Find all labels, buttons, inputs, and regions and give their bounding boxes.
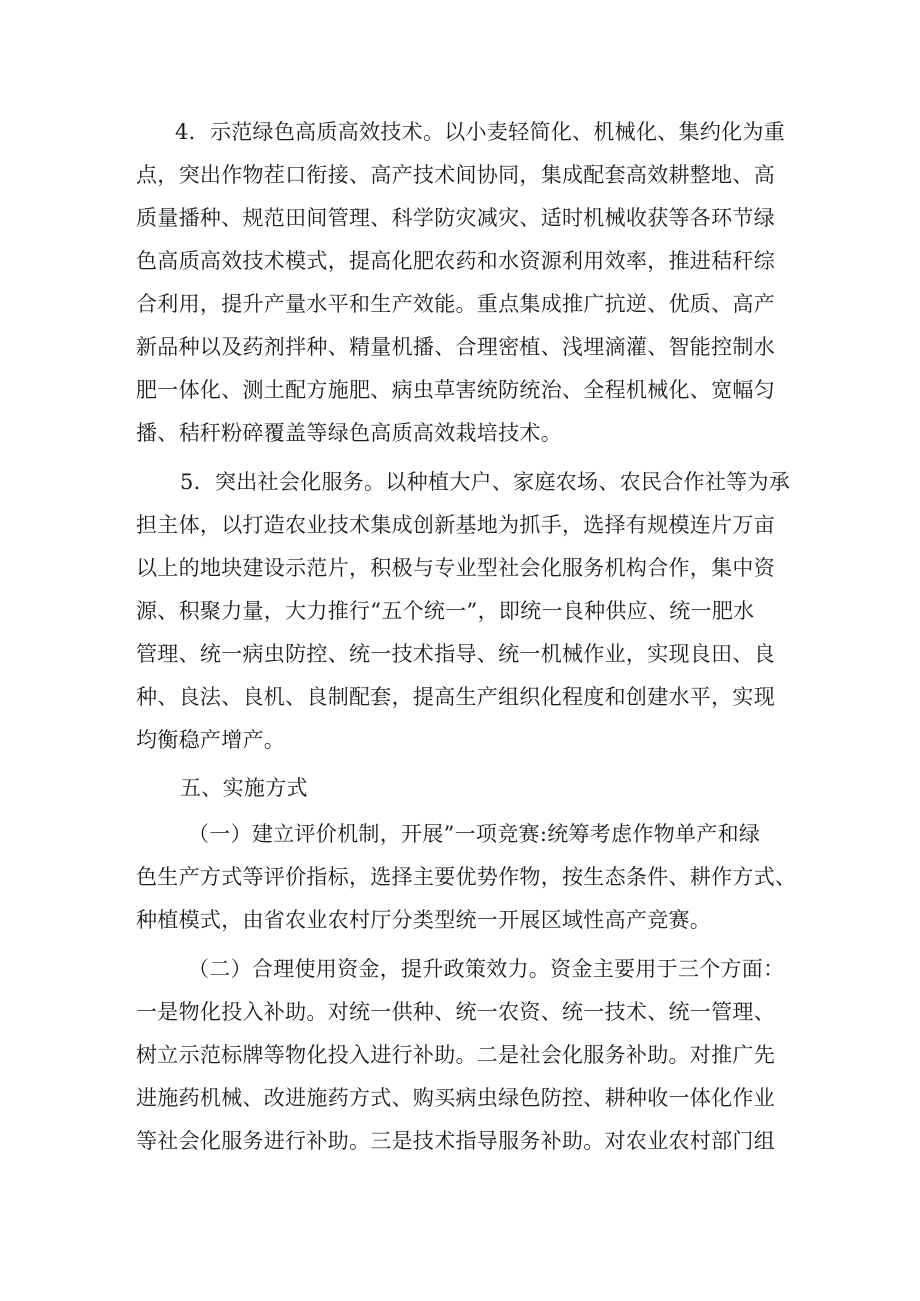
text-line: 等社会化服务进行补助。三是技术指导服务补助。对农业农村部门组	[136, 1129, 775, 1153]
text-line: 种植模式，由省农业农村厅分类型统一开展区域性高产竞赛。	[136, 908, 712, 932]
text-line: 以上的地块建设示范片，积极与专业型社会化服务机构合作，集中资	[136, 556, 775, 580]
text-line: 进施药机械、改进施药方式、购买病虫绿色防控、耕种收一体化作业	[136, 1086, 775, 1110]
text-line: 播、秸秆粉碎覆盖等绿色高质高效栽培技术。	[136, 421, 562, 445]
text-line: 管理、统一病虫防控、统一技术指导、统一机械作业，实现良田、良	[136, 642, 775, 666]
text-line: 源、积聚力量，大力推行“五个统一”，即统一良种供应、统一肥水	[136, 599, 755, 623]
text-line: 4．示范绿色高质高效技术。以小麦轻简化、机械化、集约化为重	[175, 120, 786, 144]
text-line: （二）合理使用资金，提升政策效力。资金主要用于三个方面：	[188, 957, 785, 981]
text-line: 种、良法、良机、良制配套，提高生产组织化程度和创建水平，实现	[136, 685, 775, 709]
heading-text: 五、实施方式	[180, 776, 308, 800]
text-line: 肥一体化、测土配方施肥、病虫草害统防统治、全程机械化、宽幅匀	[136, 378, 775, 402]
text-line: 担主体，以打造农业技术集成创新基地为抓手，选择有规模连片万亩	[136, 513, 775, 537]
text-line: 点，突出作物茬口衔接、高产技术间协同，集成配套高效耕整地、高	[136, 163, 775, 187]
text-line: 质量播种、规范田间管理、科学防灾减灾、适时机械收获等各环节绿	[136, 206, 775, 230]
text-line: 新品种以及药剂拌种、精量机播、合理密植、浅埋滴灌、智能控制水	[136, 335, 775, 359]
text-line: 合利用，提升产量水平和生产效能。重点集成推广抗逆、优质、高产	[136, 292, 775, 316]
text-line: 一是物化投入补助。对统一供种、统一农资、统一技术、统一管理、	[136, 1000, 775, 1024]
text-line: 树立示范标牌等物化投入进行补助。二是社会化服务补助。对推广先	[136, 1043, 775, 1067]
text-line: 色生产方式等评价指标，选择主要优势作物，按生态条件、耕作方式、	[136, 865, 797, 889]
text-line: （一）建立评价机制，开展”一项竞赛:统筹考虑作物单产和绿	[188, 822, 761, 846]
text-line: 5．突出社会化服务。以种植大户、家庭农场、农民合作社等为承	[180, 470, 791, 494]
text-line: 均衡稳产增产。	[136, 728, 286, 752]
text-line: 色高质高效技术模式，提高化肥农药和水资源利用效率，推进秸秆综	[136, 249, 775, 273]
